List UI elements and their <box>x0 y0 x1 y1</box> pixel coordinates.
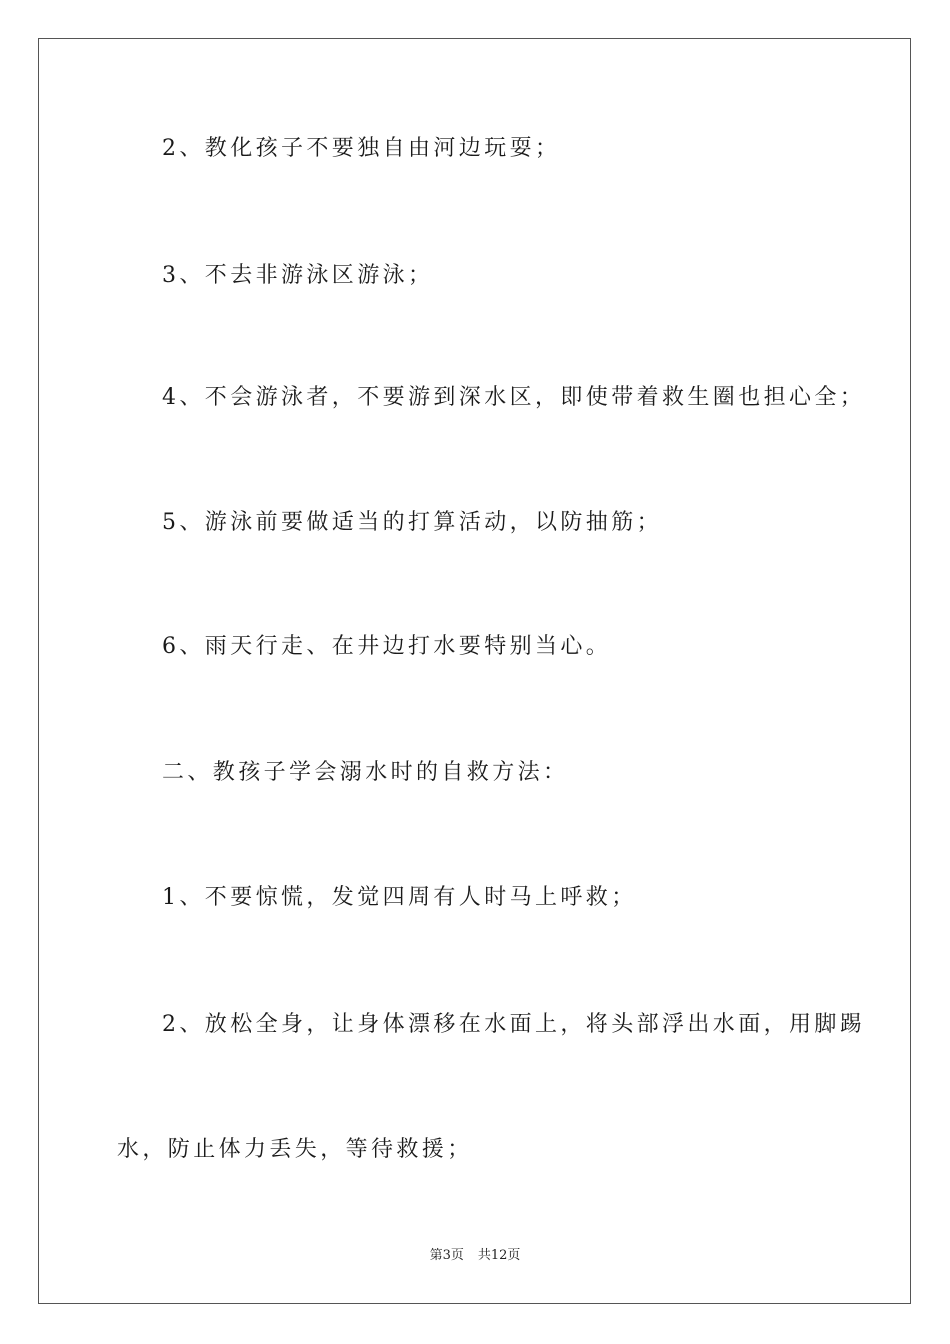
paragraph-line: 5、游泳前要做适当的打算活动，以防抽筋； <box>162 510 662 535</box>
paragraph-line: 2、放松全身，让身体漂移在水面上，将头部浮出水面，用脚踢 <box>162 1012 866 1037</box>
paragraph-line: 4、不会游泳者，不要游到深水区，即使带着救生圈也担心全； <box>162 385 866 410</box>
paragraph-line: 6、雨天行走、在井边打水要特别当心。 <box>162 634 612 659</box>
page-border <box>38 38 911 1304</box>
page-total: 共12页 <box>477 1248 521 1263</box>
paragraph-line: 3、不去非游泳区游泳； <box>162 263 434 288</box>
paragraph-line-continuation: 水，防止体力丢失，等待救援； <box>117 1137 473 1162</box>
page-footer <box>0 1247 950 1265</box>
paragraph-line: 2、教化孩子不要独自由河边玩耍； <box>162 136 561 161</box>
page-number: 第3页 <box>429 1248 464 1263</box>
section-heading: 二、教孩子学会溺水时的自救方法： <box>162 760 569 785</box>
paragraph-line: 1、不要惊慌，发觉四周有人时马上呼救； <box>162 885 637 910</box>
